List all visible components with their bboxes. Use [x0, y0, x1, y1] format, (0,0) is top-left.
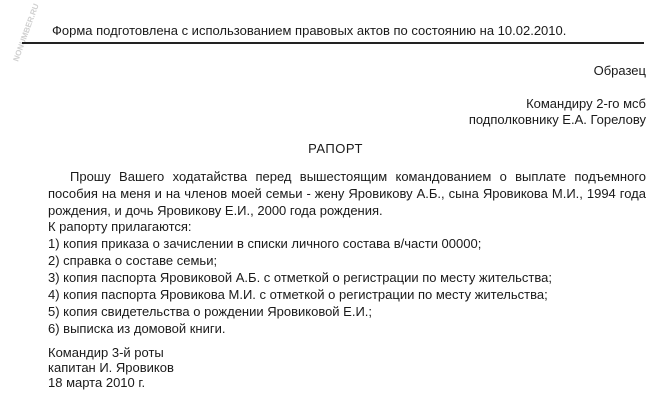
- signature-block: [48, 344, 174, 389]
- document-title: РАПОРТ: [308, 141, 363, 156]
- watermark-logo: [2, 2, 41, 64]
- sample-label: Образец: [593, 63, 646, 78]
- header-divider: [22, 42, 644, 44]
- signer-position: Командир 3-й роты: [48, 345, 164, 360]
- attachments-list: [48, 218, 552, 337]
- form-notice: Форма подготовлена с использованием правовых актов по состоянию на 10.02.2010.: [52, 23, 567, 38]
- addressee-name: подполковнику Е.А. Горелову: [468, 112, 646, 127]
- list-item: 2) справка о составе семьи;: [48, 253, 218, 268]
- request-line-1: Прошу Вашего ходатайства перед вышестоящим командованием о выплате подъемного: [70, 169, 646, 184]
- list-item: 6) выписка из домовой книги.: [48, 321, 226, 336]
- signer-name: капитан И. Яровиков: [48, 360, 174, 375]
- list-item: 4) копия паспорта Яровикова М.И. с отметкой о регистрации по месту жительства;: [48, 287, 548, 302]
- watermark-text: NONUMBER.RU: [11, 2, 41, 63]
- addressee-position: Командиру 2-го мсб: [526, 96, 646, 111]
- request-paragraph: [48, 168, 646, 219]
- watermark-icon: [2, 2, 41, 64]
- list-item: 5) копия свидетельства о рождении Яровиковой Е.И.;: [48, 304, 373, 319]
- request-line-2: пособия на меня и на членов моей семьи - жену Яровикову А.Б., сына Яровикова М.И., 1994 года: [48, 186, 646, 201]
- attachments-intro: К рапорту прилагаются:: [48, 219, 192, 234]
- request-line-3: рождения, и дочь Яровикову Е.И., 2000 года рождения.: [48, 203, 383, 218]
- list-item: 1) копия приказа о зачислении в списки личного состава в/части 00000;: [48, 236, 482, 251]
- list-item: 3) копия паспорта Яровиковой А.Б. с отметкой о регистрации по месту жительства;: [48, 270, 552, 285]
- signature-date: 18 марта 2010 г.: [48, 375, 146, 390]
